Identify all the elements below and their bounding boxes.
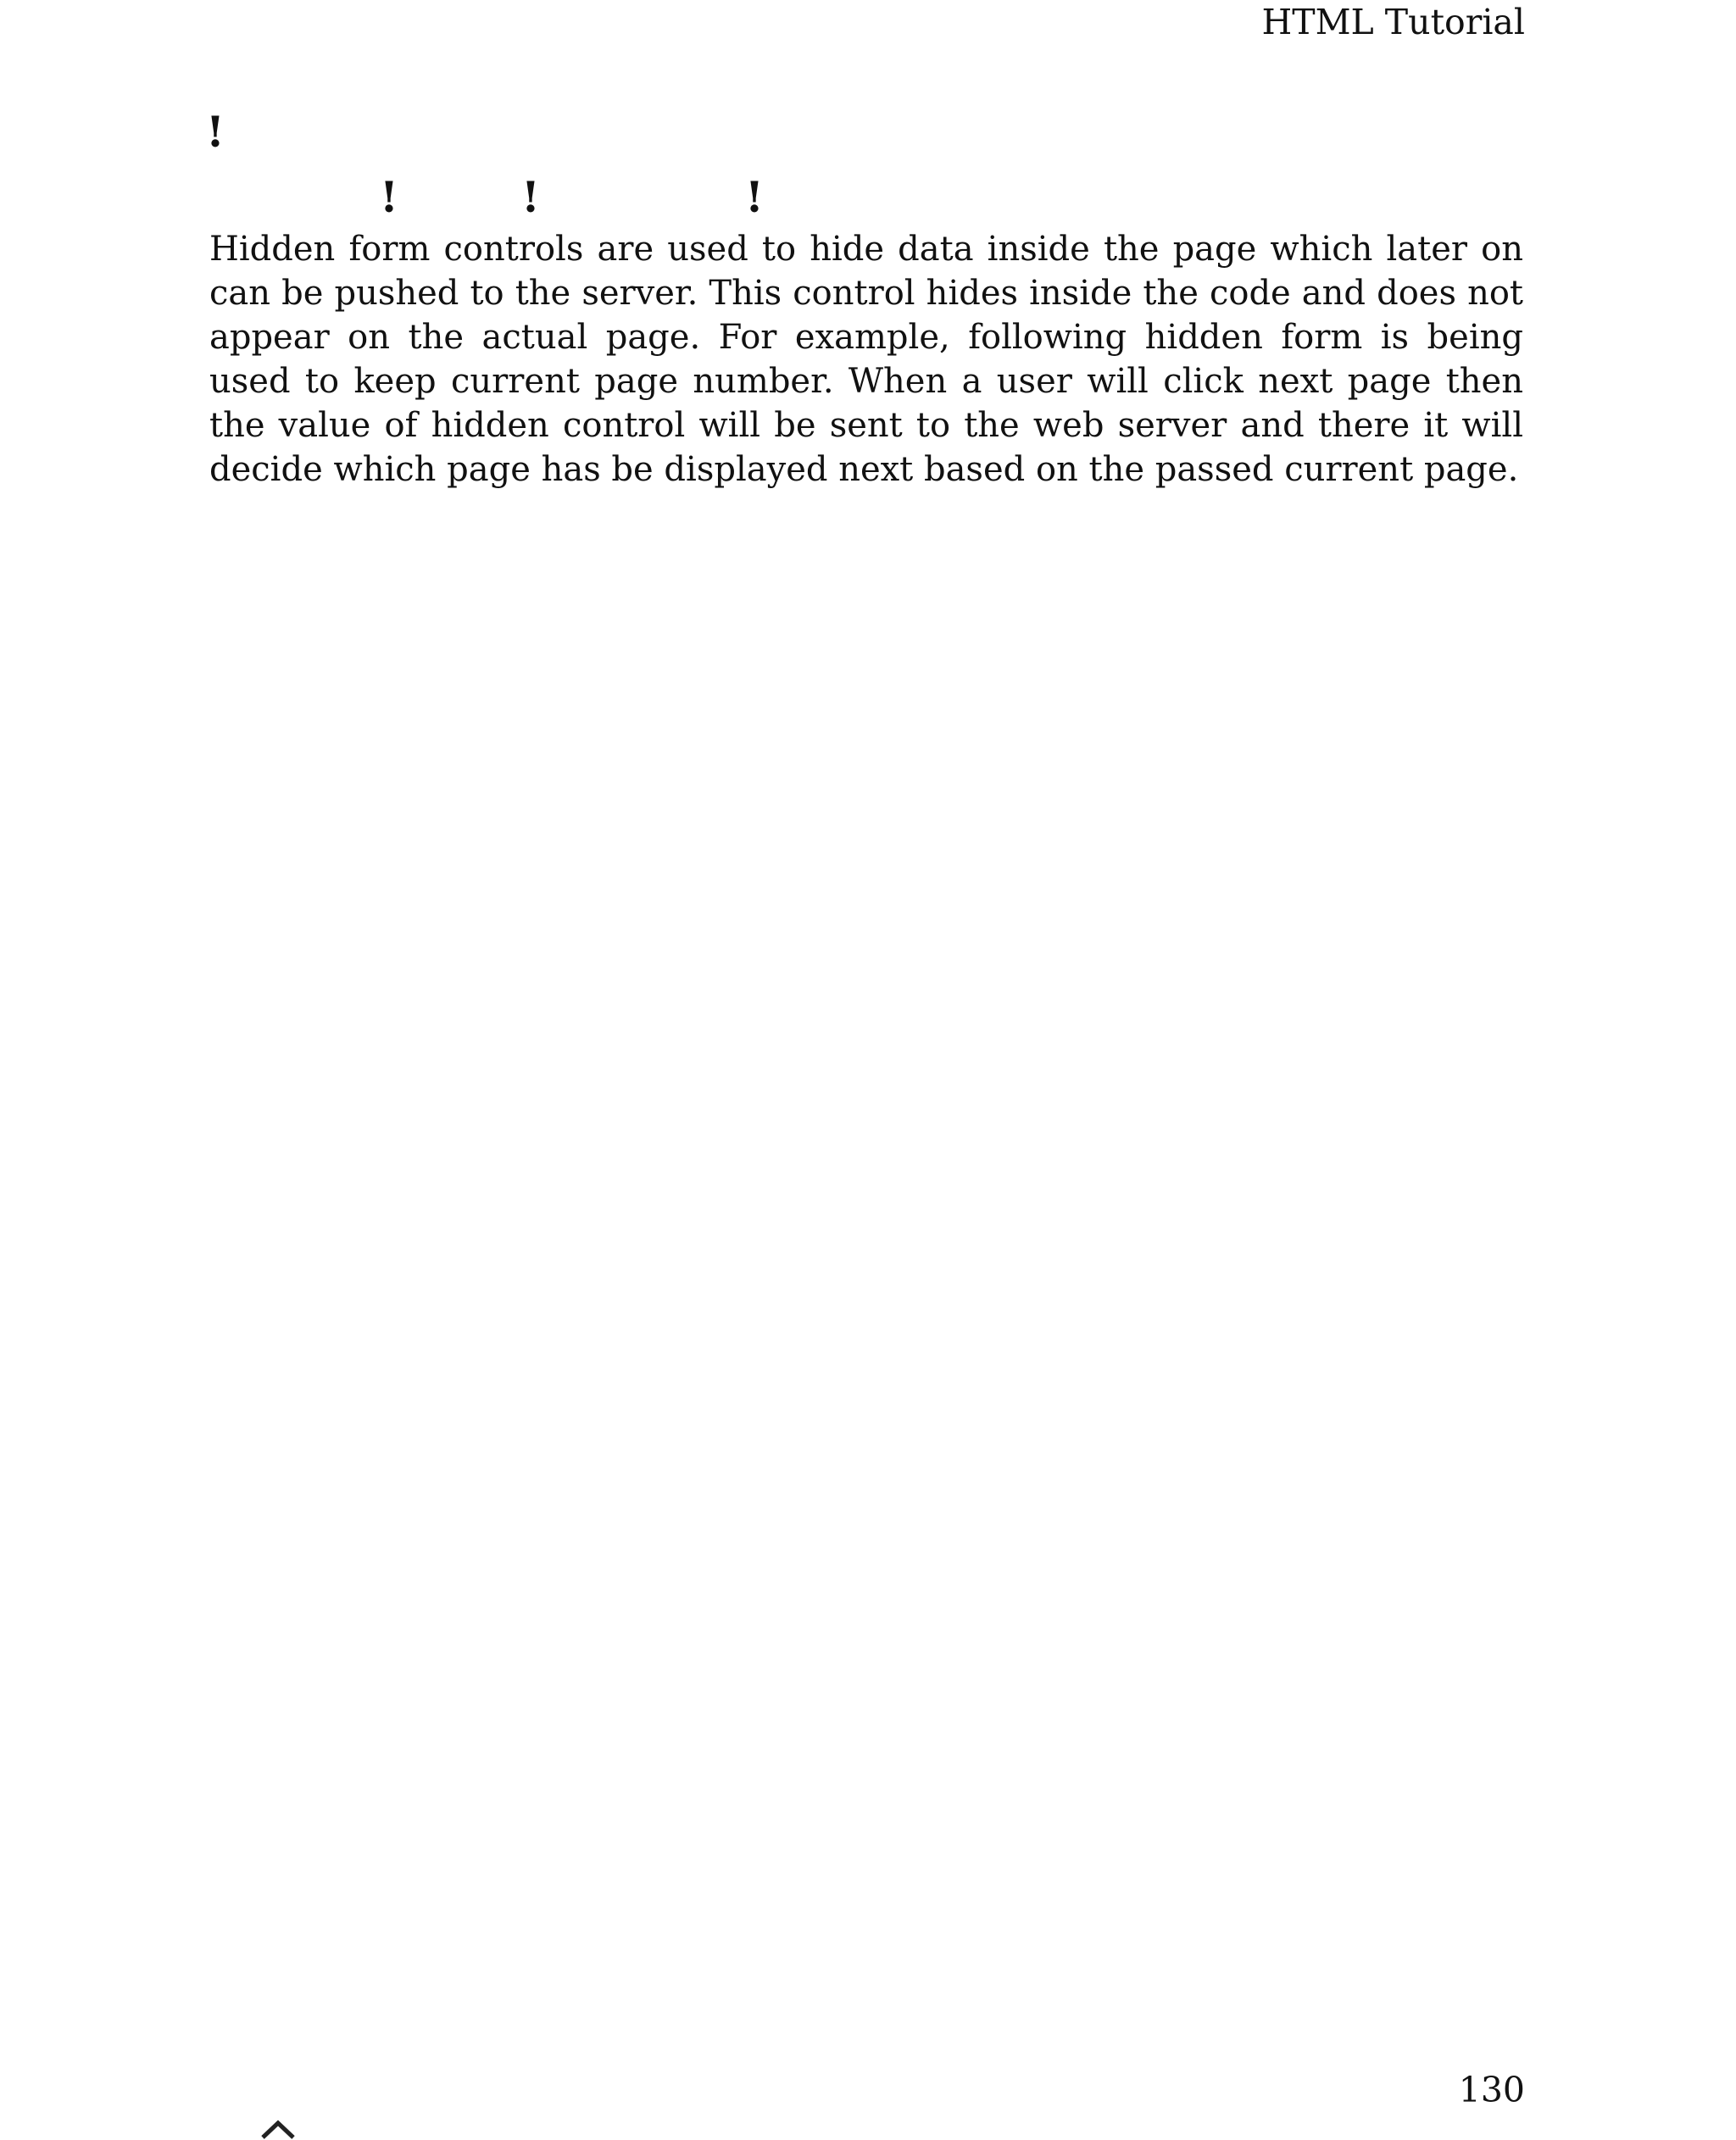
subheading-glyph-3: ! — [745, 172, 764, 222]
body-paragraph: Hidden form controls are used to hide data inside the page which later on can be pushed to the server. This control hides inside the code and does not appear on the actual page. For example, following hidden form is being used to keep current page number. When a user will click next page then the value of hidden control will be sent to the web server and there it will decide which page has be displayed next based on the passed current page. — [209, 230, 1523, 489]
heading-glyph: ! — [206, 107, 225, 157]
caret-up-icon — [259, 2119, 297, 2140]
page-number: 130 — [1458, 2070, 1525, 2110]
running-header-title: HTML Tutorial — [1261, 2, 1525, 42]
subheading-glyph-1: ! — [380, 172, 398, 222]
subheading-glyph-2: ! — [521, 172, 540, 222]
